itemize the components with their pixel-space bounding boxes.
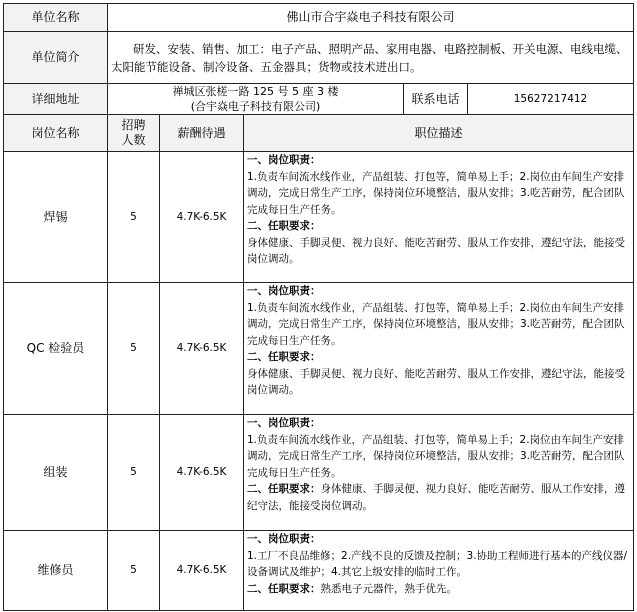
company-name: 佛山市合宇焱电子科技有限公司 (108, 4, 634, 32)
duty-text: 1.负责车间流水线作业，产品组装、打包等，简单易上手；2.岗位由车间生产安排调动，完成日常生产工序，保持岗位环境整洁，服从安排；3.吃苦耐劳，配合团队完成每日生产任务。 (247, 170, 625, 216)
requirement-text: 身体健康、手脚灵便、视力良好、能吃苦耐劳、服从工作安排，遵纪守法，能接受岗位调动。 (247, 236, 625, 265)
job-description (244, 415, 634, 531)
intro-label: 单位简介 (4, 32, 108, 84)
duty-title: 一、岗位职责： (247, 417, 321, 429)
job-salary: 4.7K-6.5K (160, 152, 244, 283)
intro-row (4, 32, 634, 84)
job-name: 组装 (4, 415, 108, 531)
intro-text: 研发、安装、销售、加工：电子产品、照明产品、家用电器、电路控制板、开关电源、电线电缆、太阳能节能设备、制冷设备、五金器具；货物或技术进出口。 (108, 32, 634, 84)
col-count (108, 115, 160, 152)
duty-text: 1.工厂不良品维修；2.产线不良的反馈及控制；3.协助工程师进行基本的产线仪器/设备调试及维护；4.其它上级安排的临时工作。 (247, 549, 628, 578)
company-label: 单位名称 (4, 4, 108, 32)
requirement-text: 身体健康、手脚灵便、视力良好、能吃苦耐劳、服从工作安排，遵纪守法，能接受岗位调动。 (247, 367, 625, 396)
job-description (244, 152, 634, 283)
duty-title: 一、岗位职责： (247, 533, 321, 545)
address-value (108, 84, 404, 115)
requirement-block (247, 481, 631, 514)
col-count-line-1: 招聘 (121, 118, 146, 132)
job-row (4, 283, 634, 415)
job-salary: 4.7K-6.5K (160, 531, 244, 611)
job-row (4, 531, 634, 611)
col-position: 岗位名称 (4, 115, 108, 152)
company-row (4, 4, 634, 32)
job-salary: 4.7K-6.5K (160, 283, 244, 415)
requirement-title: 二、任职要求： (247, 582, 321, 595)
job-row (4, 152, 634, 283)
address-row (4, 84, 634, 115)
column-header-row (4, 115, 634, 152)
phone-label: 联系电话 (404, 84, 468, 115)
col-count-line-2: 人数 (121, 133, 146, 147)
requirement-text: 熟悉电子元器件，熟手优先。 (320, 582, 457, 595)
phone-value: 15627217412 (468, 84, 634, 115)
address-label: 详细地址 (4, 84, 108, 115)
job-name: 维修员 (4, 531, 108, 611)
job-count: 5 (108, 415, 160, 531)
job-name: 焊锡 (4, 152, 108, 283)
duty-text: 1.负责车间流水线作业，产品组装、打包等，简单易上手；2.岗位由车间生产安排调动，完成日常生产工序，保持岗位环境整洁，服从安排；3.吃苦耐劳，配合团队完成每日生产任务。 (247, 433, 625, 479)
job-description (244, 283, 634, 415)
job-name: QC 检验员 (4, 283, 108, 415)
requirement-text: 身体健康、手脚灵便、视力良好、能吃苦耐劳、服从工作安排，遵纪守法，能接受岗位调动。 (247, 483, 625, 512)
duty-title: 一、岗位职责： (247, 285, 321, 297)
col-salary: 薪酬待遇 (160, 115, 244, 152)
recruitment-table (3, 3, 634, 611)
duty-title: 一、岗位职责： (247, 154, 321, 166)
requirement-title: 二、任职要求： (247, 483, 321, 495)
requirement-title: 二、任职要求： (247, 220, 321, 232)
job-salary: 4.7K-6.5K (160, 415, 244, 531)
col-description: 职位描述 (244, 115, 634, 152)
job-row (4, 415, 634, 531)
job-count: 5 (108, 152, 160, 283)
requirement-block (247, 581, 631, 598)
job-count: 5 (108, 531, 160, 611)
requirement-title: 二、任职要求： (247, 351, 321, 363)
address-line-1: 禅城区张槎一路 125 号 5 座 3 楼 (172, 85, 339, 98)
address-line-2: (合宇焱电子科技有限公司) (190, 100, 321, 113)
job-count: 5 (108, 283, 160, 415)
job-description (244, 531, 634, 611)
duty-text: 1.负责车间流水线作业，产品组装、打包等，简单易上手；2.岗位由车间生产安排调动，完成日常生产工序，保持岗位环境整洁，服从安排；3.吃苦耐劳，配合团队完成每日生产任务。 (247, 301, 625, 347)
